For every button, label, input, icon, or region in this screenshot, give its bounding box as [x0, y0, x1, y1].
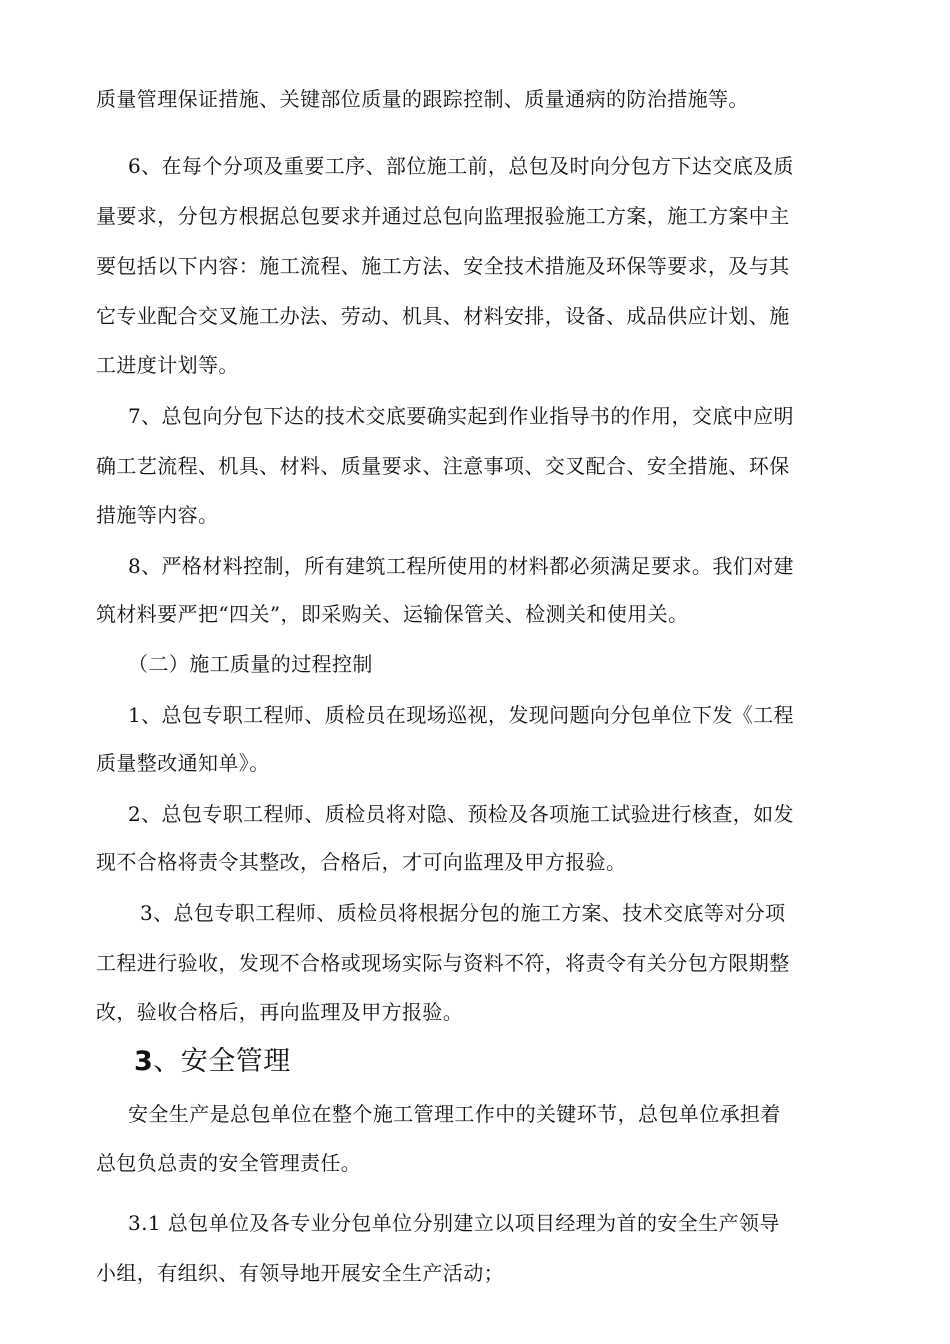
paragraph-line: 3、总包专职工程师、质检员将根据分包的施工方案、技术交底等对分项	[140, 901, 786, 925]
subsection-heading: （二）施工质量的过程控制	[128, 652, 373, 676]
paragraph-line: 改，验收合格后，再向监理及甲方报验。	[96, 1000, 464, 1024]
paragraph-line: 质量管理保证措施、关键部位质量的跟踪控制、质量通病的防治措施等。	[96, 87, 749, 111]
paragraph-line: 确工艺流程、机具、材料、质量要求、注意事项、交叉配合、安全措施、环保	[96, 454, 790, 478]
paragraph-line: 现不合格将责令其整改，合格后，才可向监理及甲方报验。	[96, 850, 627, 874]
paragraph-line: 小组，有组织、有领导地开展安全生产活动；	[96, 1261, 504, 1285]
paragraph-line: 措施等内容。	[96, 503, 219, 527]
paragraph-line: 8、严格材料控制，所有建筑工程所使用的材料都必须满足要求。我们对建	[128, 554, 794, 578]
paragraph-line: 6、在每个分项及重要工序、部位施工前，总包及时向分包方下达交底及质	[128, 154, 794, 178]
paragraph-line: 质量整改通知单》。	[96, 751, 270, 775]
section-title: 、安全管理	[153, 1046, 291, 1077]
paragraph-line: 3.1 总包单位及各专业分包单位分别建立以项目经理为首的安全生产领导	[128, 1211, 780, 1235]
section-heading	[134, 1045, 291, 1079]
paragraph-line: 要包括以下内容：施工流程、施工方法、安全技术措施及环保等要求，及与其	[96, 254, 790, 278]
paragraph-line: 7、总包向分包下达的技术交底要确实起到作业指导书的作用，交底中应明	[128, 404, 794, 428]
paragraph-line: 安全生产是总包单位在整个施工管理工作中的关键环节，总包单位承担着	[128, 1102, 781, 1126]
paragraph-line: 工程进行验收，发现不合格或现场实际与资料不符，将责令有关分包方限期整	[96, 951, 790, 975]
paragraph-line: 1、总包专职工程师、质检员在现场巡视，发现问题向分包单位下发《工程	[128, 703, 794, 727]
section-number: 3	[134, 1046, 154, 1077]
paragraph-line: 总包负总责的安全管理责任。	[96, 1151, 362, 1175]
paragraph-line: 量要求，分包方根据总包要求并通过总包向监理报验施工方案，施工方案中主	[96, 204, 790, 228]
paragraph-line: 筑材料要严把“四关”，即采购关、运输保管关、检测关和使用关。	[96, 602, 689, 626]
paragraph-line: 工进度计划等。	[96, 353, 239, 377]
paragraph-line: 2、总包专职工程师、质检员将对隐、预检及各项施工试验进行核查，如发	[128, 802, 794, 826]
paragraph-line: 它专业配合交叉施工办法、劳动、机具、材料安排，设备、成品供应计划、施	[96, 304, 790, 328]
